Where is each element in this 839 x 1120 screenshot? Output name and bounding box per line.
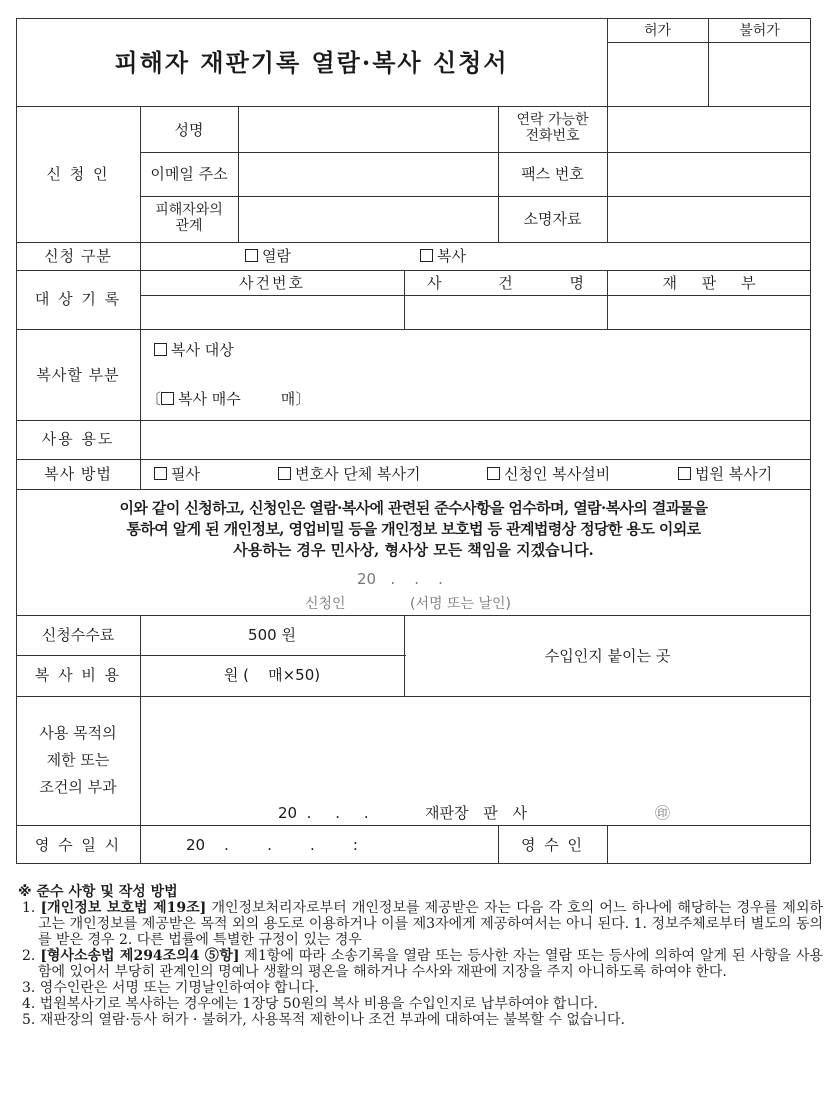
checkbox-icon[interactable] [161,392,174,405]
divider [16,615,811,616]
note-4: 4. 법원복사기로 복사하는 경우에는 1장당 50원의 복사 비용을 수입인지로 납부하여야 합니다. [22,996,598,1012]
restriction-date: 20 . . . [278,804,369,822]
relation-label-1: 피해자와의 [155,202,223,218]
declaration-line-3: 사용하는 경우 민사상, 형사상 모든 책임을 지겠습니다. [233,541,594,559]
name-field[interactable] [239,107,498,152]
request-copy-option[interactable] [420,247,466,265]
copy-target-label: 복사 대상 [171,341,234,359]
case-name-field[interactable] [405,296,607,329]
copy-method-option-3[interactable] [487,465,610,483]
copy-target-option[interactable] [154,341,234,359]
copy-count-row[interactable] [146,390,310,408]
permit-box[interactable] [608,43,708,106]
contact-label-2: 전화번호 [525,128,580,144]
request-type-label: 신청 구분 [44,247,112,265]
col-court: 재 판 부 [662,274,756,292]
deny-box[interactable] [709,43,811,106]
declaration-line-1: 이와 같이 신청하고, 신청인은 열람·복사에 관련된 준수사항을 엄수하며, 열람·복사의 결과물을 [119,499,708,517]
note-1 [18,900,823,948]
copy-method-label-3: 신청인 복사설비 [504,465,611,483]
restriction-label-2: 제한 또는 [46,751,110,769]
request-view-option[interactable] [245,247,291,265]
fax-label: 팩스 번호 [521,165,584,183]
proof-label: 소명자료 [523,210,582,228]
checkbox-icon[interactable] [678,467,691,480]
copy-part-label: 복사할 부분 [36,366,120,384]
copy-count-label: 복사 매수 [178,390,241,408]
divider [16,489,811,490]
name-label: 성명 [174,121,204,139]
deny-label: 불허가 [739,23,780,39]
relation-label-2: 관계 [175,218,203,234]
note-5: 5. 재판장의 열람·등사 허가 · 불허가, 사용목적 제한이나 조건 부과에 대하여는 불복할 수 없습니다. [22,1012,625,1028]
checkbox-icon[interactable] [420,249,433,262]
note-2-ref: [형사소송법 제294조의4 ⑤항] [40,948,240,964]
note-2 [18,948,823,980]
copy-method-option-4[interactable] [678,465,772,483]
divider [16,459,811,460]
copy-method-label-1: 필사 [171,465,200,483]
restriction-label-3: 조건의 부과 [39,778,117,796]
receipt-date-value: 20 . . . : [186,836,358,854]
applicant-section-label: 신 청 인 [46,165,110,183]
restriction-field[interactable] [141,697,811,797]
checkbox-icon[interactable] [278,467,291,480]
permit-label: 허가 [643,23,672,39]
restriction-judge: 재판장 판 사 [425,804,527,822]
checkbox-icon[interactable] [154,343,167,356]
divider [16,655,406,656]
checkbox-icon[interactable] [245,249,258,262]
declaration-date: 20 . . . [357,570,443,588]
copy-method-option-2[interactable] [278,465,420,483]
copy-count-unit: 매〕 [280,390,311,408]
fee-label: 신청수수료 [41,626,115,644]
note-1-ref: [개인정보 보호법 제19조] [40,900,207,916]
copy-method-label-2: 변호사 단체 복사기 [295,465,421,483]
email-field[interactable] [239,153,498,196]
copy-count-open-bracket: 〔 [146,390,162,408]
email-label: 이메일 주소 [150,165,228,183]
contact-phone-field[interactable] [608,107,811,152]
target-records-label: 대 상 기 록 [34,290,122,308]
court-field[interactable] [608,296,811,329]
receiver-field[interactable] [608,826,811,864]
notes-section [18,884,823,1028]
note-2-num: 2. [22,948,36,964]
request-copy-label: 복사 [437,247,466,265]
copy-cost-value: 원 ( 매×50) [223,666,321,684]
note-3: 3. 영수인란은 서명 또는 기명날인하여야 합니다. [22,980,320,996]
col-case-no: 사건번호 [239,274,305,292]
checkbox-icon[interactable] [154,467,167,480]
relation-field[interactable] [239,197,498,242]
receipt-date-label: 영 수 일 시 [34,836,122,854]
form-title: 피해자 재판기록 열람·복사 신청서 [114,48,509,77]
divider [16,329,811,330]
case-no-field[interactable] [141,296,404,329]
request-view-label: 열람 [262,247,291,265]
checkbox-icon[interactable] [487,467,500,480]
fee-value: 500 원 [248,626,296,644]
declaration-line-2: 통하여 알게 된 개인정보, 영업비밀 등을 개인정보 보호법 등 관계법령상 정당한 용도 이외로 [126,520,701,538]
seal-mark: ㊞ [655,804,671,822]
restriction-label-1: 사용 목적의 [39,724,117,742]
notes-heading: ※ 준수 사항 및 작성 방법 [18,884,178,900]
divider [16,242,811,243]
usage-label: 사용 용도 [41,430,115,448]
note-1-num: 1. [22,900,36,916]
declaration-sign-note: (서명 또는 날인) [410,596,511,612]
fax-field[interactable] [608,153,811,196]
copy-method-label-4: 법원 복사기 [695,465,773,483]
receiver-label: 영 수 인 [520,836,584,854]
copy-method-label: 복사 방법 [44,465,112,483]
note-1-text: 개인정보처리자로부터 개인정보를 제공받은 자는 다음 각 호의 어느 하나에 해당하는 경우를 제외하고는 개인정보를 제공받은 목적 외의 용도로 이용하거나 이를 제3자에게 제공하여서는 아니 된다. 1. 정보주체로부터 별도의 동의를 받은 경우 2. 다른 법률에 특별한 규정이 있는 경우 [38,900,824,948]
note-2-text: 제1항에 따라 소송기록을 열람 또는 등사한 자는 열람 또는 등사에 의하여 알게 된 사항을 사용함에 있어서 부당히 관계인의 명예나 생활의 평온을 해하거나 수사와 재판에 지장을 주지 아니하도록 하여야 한다. [38,948,823,980]
copy-method-option-1[interactable] [154,465,200,483]
divider [16,270,811,271]
col-case-name: 사 건 명 [426,274,584,292]
proof-field[interactable] [608,197,811,242]
usage-field[interactable] [141,421,811,459]
stamp-area-label: 수입인지 붙이는 곳 [544,647,671,665]
declaration-applicant: 신청인 [305,596,346,612]
copy-cost-label: 복 사 비 용 [34,666,122,684]
contact-label-1: 연락 가능한 [516,112,589,128]
